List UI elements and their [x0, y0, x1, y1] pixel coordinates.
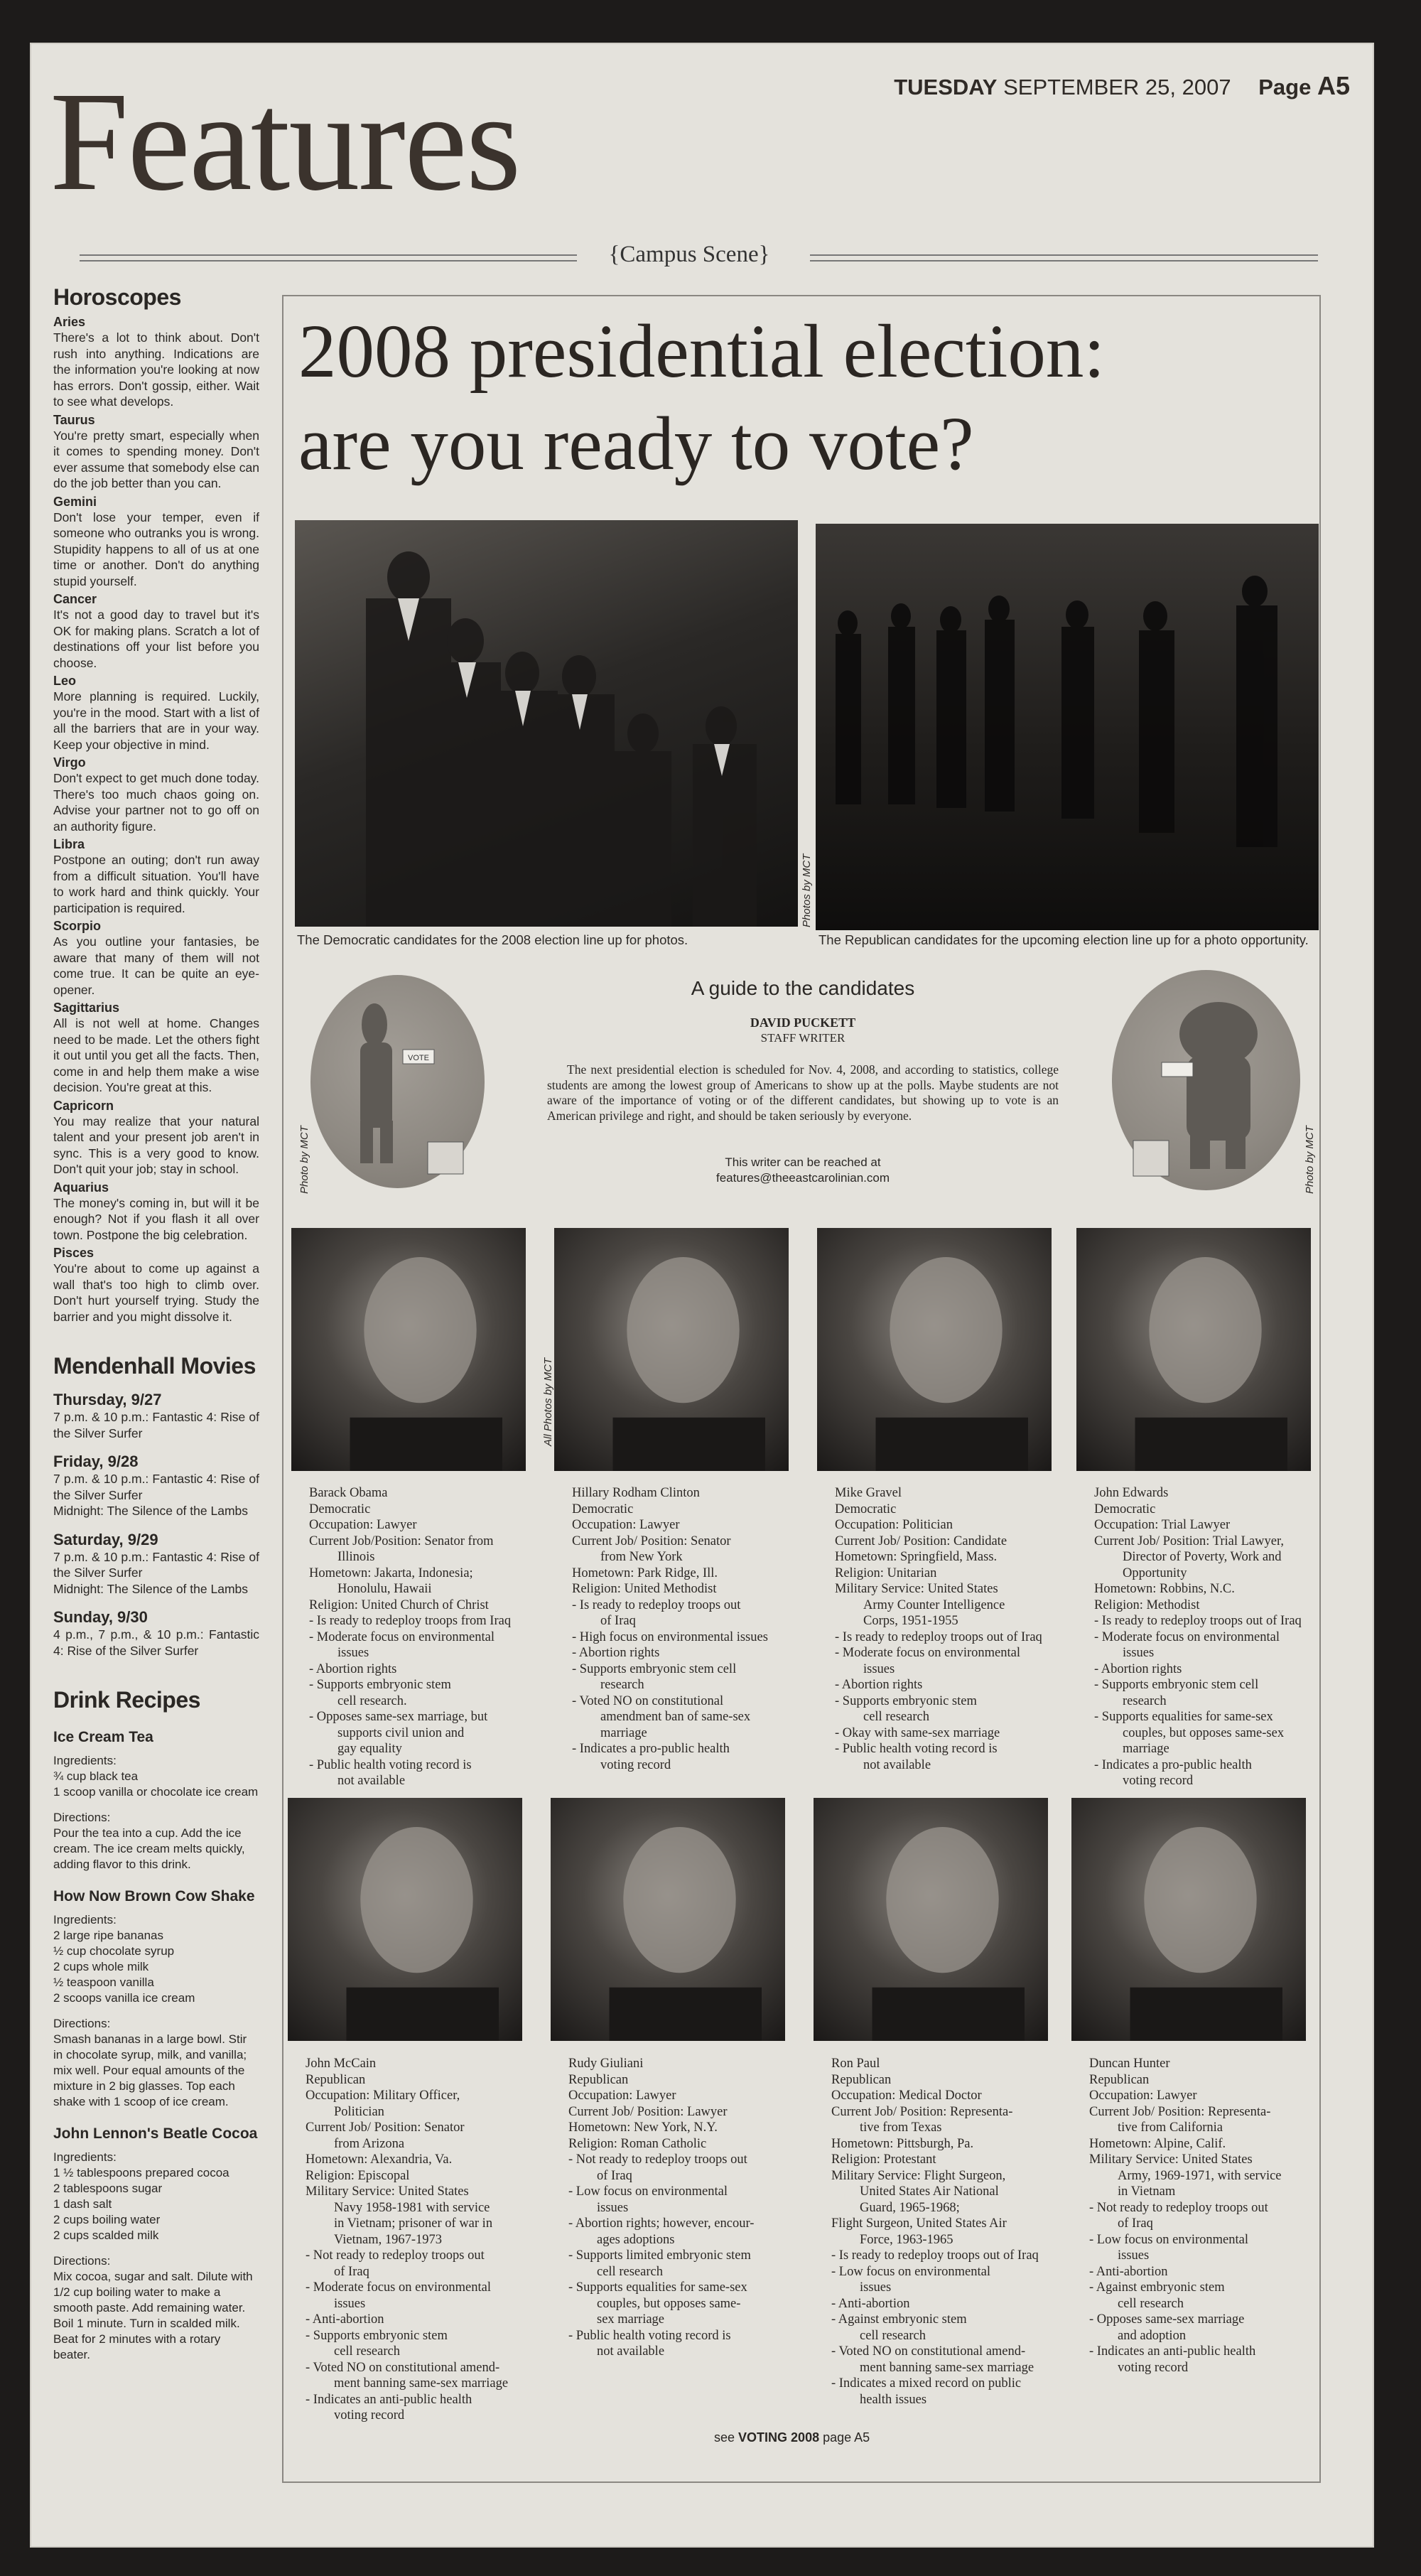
- sidebar: [53, 284, 259, 2363]
- movie-midnight: Midnight: The Silence of the Lambs: [53, 1581, 249, 1596]
- candidate-detail: Occupation: Lawyer: [309, 1518, 417, 1532]
- candidate-detail: United States Air National: [860, 2184, 999, 2199]
- horoscope-sign: Capricorn: [53, 1098, 114, 1113]
- candidate-detail: - Indicates a pro-public health: [572, 1742, 730, 1756]
- contact-line: This writer can be reached at: [725, 1155, 881, 1169]
- rule-right: [810, 254, 1318, 262]
- candidate-detail: - Indicates a mixed record on public: [831, 2376, 1022, 2391]
- candidate-detail: Current Job/ Position: Lawyer: [568, 2104, 728, 2119]
- mascot-credit-right: Photo by MCT: [1304, 1126, 1316, 1194]
- horoscope-text: Postpone an outing; don't run away from a difficult situation. You'll have to work hard and think quickly. Your participation is required.: [53, 853, 259, 915]
- candidate-photo: [1071, 1798, 1306, 2041]
- movie-showtimes: 4 p.m., 7 p.m., & 10 p.m.: Fantastic 4: Rise of the Silver Surfer: [53, 1627, 259, 1658]
- movie-day: Saturday, 9/29: [53, 1530, 158, 1548]
- horoscope-text: There's a lot to think about. Don't rush into anything. Indications are the information you're looking at now has errors. Don't gossip, either. Wait to see what develops.: [53, 330, 259, 409]
- photo-credit-top: Photos by MCT: [801, 853, 813, 927]
- candidate-detail: - Low focus on environmental: [568, 2184, 728, 2199]
- photo-credit-row: All Photos by MCT: [542, 1357, 554, 1446]
- mascot-credit-left: Photo by MCT: [298, 1126, 310, 1194]
- candidate-detail: Hometown: Jakarta, Indonesia;: [309, 1565, 473, 1580]
- candidate-detail: Force, 1963-1965: [860, 2232, 953, 2247]
- candidate-detail: cell research: [860, 2328, 926, 2343]
- candidate-name: Duncan Hunter: [1089, 2057, 1170, 2071]
- candidate-detail: Religion: Methodist: [1094, 1597, 1200, 1612]
- dateline: [894, 71, 1350, 101]
- horoscope-sign: Gemini: [53, 494, 97, 509]
- candidate-detail: - Public health voting record is: [309, 1757, 472, 1772]
- candidate-detail: - Moderate focus on environmental: [306, 2280, 491, 2295]
- candidate-detail: - Indicates an anti-public health: [306, 2392, 472, 2407]
- candidate-detail: Occupation: Lawyer: [572, 1518, 680, 1532]
- candidate-detail: - Is ready to redeploy troops out of Iraq: [835, 1629, 1042, 1644]
- recipe-ingredient: 1 scoop vanilla or chocolate ice cream: [53, 1785, 259, 1799]
- candidate-detail: Occupation: Lawyer: [1089, 2089, 1197, 2103]
- candidate-detail: Religion: Protestant: [831, 2152, 936, 2167]
- candidate-detail: - Anti-abortion: [831, 2296, 910, 2311]
- page-num: A5: [1317, 71, 1350, 100]
- candidate-detail: amendment ban of same-sex: [600, 1710, 751, 1724]
- candidate-detail: gay equality: [337, 1742, 402, 1756]
- candidate-name: Hillary Rodham Clinton: [572, 1486, 700, 1500]
- candidate-detail: Military Service: United States: [1089, 2152, 1253, 2167]
- movies-title: Mendenhall Movies: [53, 1353, 256, 1379]
- candidate-detail: Occupation: Medical Doctor: [831, 2089, 982, 2103]
- candidate-detail: - Moderate focus on environmental: [835, 1646, 1020, 1660]
- spacer: [53, 2006, 259, 2016]
- recipe-ingredient: ½ cup chocolate syrup: [53, 1944, 175, 1958]
- candidate-detail: Navy 1958-1981 with service: [334, 2200, 490, 2215]
- candidate-detail: health issues: [860, 2392, 927, 2407]
- recipe-ingredient: 2 large ripe bananas: [53, 1929, 164, 1942]
- horoscope-text: The money's coming in, but will it be enough? Not if you flash it all over town. Postpone the big celebration.: [53, 1195, 259, 1242]
- candidate-detail: Politician: [334, 2104, 384, 2119]
- candidate-detail: ages adoptions: [597, 2232, 675, 2247]
- candidate-detail: - High focus on environmental issues: [572, 1629, 768, 1644]
- candidate-name: Ron Paul: [831, 2057, 880, 2071]
- rule-left: [80, 254, 577, 262]
- candidate-bio: [1094, 1485, 1307, 1789]
- horoscope-text: You may realize that your natural talent and your present job aren't in sync. This is a very good to know. Don't quit your job; stay in school.: [53, 1114, 259, 1176]
- candidate-detail: cell research: [597, 2264, 663, 2279]
- candidate-detail: - Supports embryonic stem cell: [1094, 1678, 1259, 1692]
- candidate-detail: issues: [334, 2296, 366, 2311]
- section-label: {Campus Scene}: [608, 242, 770, 267]
- horoscope-sign: Libra: [53, 837, 85, 851]
- recipe-ingredient: 2 tablespoons sugar: [53, 2182, 163, 2195]
- recipe-ingredients-label: Ingredients:: [53, 1913, 117, 1926]
- candidate-detail: Occupation: Trial Lawyer: [1094, 1518, 1231, 1532]
- candidate-detail: - Moderate focus on environmental: [309, 1629, 495, 1644]
- candidate-detail: Democratic: [1094, 1502, 1156, 1516]
- recipe-directions-label: Directions:: [53, 2254, 111, 2268]
- headline-line-2: are you ready to vote?: [298, 402, 974, 486]
- movie-showtimes: 7 p.m. & 10 p.m.: Fantastic 4: Rise of the Silver Surfer: [53, 1472, 259, 1502]
- jump-title[interactable]: VOTING 2008: [738, 2430, 820, 2445]
- donkey-icon: [310, 975, 485, 1188]
- candidate-detail: issues: [597, 2200, 629, 2215]
- elephant-mascot-illustration: [1112, 970, 1300, 1190]
- candidate-detail: - Anti-abortion: [306, 2312, 384, 2327]
- horoscope-text: It's not a good day to travel but it's OK for making plans. Scratch a lot of destinations off your list before you choose.: [53, 608, 259, 670]
- candidate-detail: Occupation: Lawyer: [568, 2089, 676, 2103]
- candidate-detail: - Indicates a pro-public health: [1094, 1757, 1252, 1772]
- byline: [590, 1015, 1016, 1046]
- candidate-detail: voting record: [600, 1757, 671, 1772]
- candidate-detail: Hometown: New York, N.Y.: [568, 2120, 718, 2135]
- candidate-detail: Republican: [306, 2072, 366, 2087]
- candidate-photo: [1076, 1228, 1311, 1471]
- candidate-detail: Current Job/ Position: Representa-: [831, 2104, 1013, 2119]
- candidate-detail: couples, but opposes same-: [597, 2296, 741, 2311]
- jump-see: see: [714, 2430, 735, 2445]
- candidate-detail: - Abortion rights: [1094, 1661, 1182, 1676]
- candidate-detail: of Iraq: [597, 2168, 632, 2183]
- page-label: Page: [1258, 75, 1312, 99]
- recipe-ingredient: 1 dash salt: [53, 2197, 112, 2211]
- recipe-ingredients-label: Ingredients:: [53, 2150, 117, 2164]
- candidate-detail: - Abortion rights: [309, 1661, 397, 1676]
- candidate-detail: Democratic: [309, 1502, 371, 1516]
- candidate-bio: [306, 2056, 519, 2424]
- candidate-detail: in Vietnam; prisoner of war in: [334, 2216, 493, 2231]
- candidate-detail: - Supports equalities for same-sex: [568, 2280, 747, 2295]
- candidate-detail: Honolulu, Hawaii: [337, 1582, 432, 1596]
- candidate-detail: Hometown: Pittsburgh, Pa.: [831, 2136, 974, 2151]
- candidate-detail: - Is ready to redeploy troops out of Iraq: [831, 2248, 1039, 2263]
- dateline-day: TUESDAY: [894, 75, 998, 99]
- horoscope-sign: Sagittarius: [53, 1001, 120, 1015]
- recipe-directions-label: Directions:: [53, 1811, 111, 1824]
- candidate-detail: - Is ready to redeploy troops out: [572, 1597, 741, 1612]
- candidate-detail: - Low focus on environmental: [831, 2264, 990, 2279]
- candidate-detail: issues: [337, 1646, 369, 1660]
- candidate-detail: - Not ready to redeploy troops out: [568, 2152, 747, 2167]
- horoscope-sign: Taurus: [53, 412, 95, 427]
- candidate-bio: [568, 2056, 782, 2360]
- candidate-detail: Army, 1969-1971, with service: [1118, 2168, 1282, 2183]
- candidate-detail: not available: [597, 2344, 665, 2359]
- candidate-photo: [814, 1798, 1048, 2041]
- candidate-detail: Occupation: Politician: [835, 1518, 953, 1532]
- jump-line: [714, 2430, 870, 2445]
- section-masthead: Features: [50, 63, 520, 220]
- horoscope-sign: Cancer: [53, 592, 97, 606]
- candidate-detail: not available: [337, 1774, 406, 1788]
- headline-line-1: 2008 presidential election:: [298, 310, 1106, 394]
- horoscope-text: You're pretty smart, especially when it comes to spending money. Don't ever assume that somebody else can do the job better than you can.: [53, 428, 259, 490]
- recipe-ingredient: ¾ cup black tea: [53, 1769, 139, 1783]
- candidate-detail: cell research: [863, 1710, 929, 1724]
- candidate-bio: [309, 1485, 522, 1789]
- candidate-name: Barack Obama: [309, 1486, 388, 1500]
- candidate-detail: issues: [1118, 2248, 1150, 2263]
- candidate-detail: Military Service: Flight Surgeon,: [831, 2168, 1006, 2183]
- caption-democrats: The Democratic candidates for the 2008 election line up for photos.: [297, 932, 688, 947]
- candidate-detail: - Is ready to redeploy troops out of Iraq: [1094, 1614, 1302, 1628]
- recipe-name: Ice Cream Tea: [53, 1729, 153, 1745]
- candidate-detail: marriage: [600, 1725, 647, 1740]
- candidate-detail: - Public health voting record is: [568, 2328, 731, 2343]
- candidate-detail: Illinois: [337, 1550, 375, 1564]
- candidate-detail: of Iraq: [334, 2264, 369, 2279]
- candidate-detail: cell research.: [337, 1693, 407, 1708]
- candidate-detail: Religion: United Methodist: [572, 1582, 717, 1596]
- recipe-ingredient: 2 cups boiling water: [53, 2213, 161, 2226]
- candidate-detail: couples, but opposes same-sex: [1123, 1725, 1285, 1740]
- recipe-ingredient: 2 scoops vanilla ice cream: [53, 1991, 195, 2005]
- caption-republicans: The Republican candidates for the upcoming election line up for a photo opportunity.: [818, 932, 1309, 947]
- movie-showtimes: 7 p.m. & 10 p.m.: Fantastic 4: Rise of the Silver Surfer: [53, 1410, 259, 1440]
- candidate-detail: Republican: [831, 2072, 892, 2087]
- candidate-detail: - Abortion rights: [835, 1678, 923, 1692]
- horoscope-text: More planning is required. Luckily, you're in the mood. Start with a list of all the barriers that are in your way. Keep your objective in mind.: [53, 689, 259, 752]
- candidate-detail: and adoption: [1118, 2328, 1187, 2343]
- candidate-detail: Occupation: Military Officer,: [306, 2089, 460, 2103]
- recipe-ingredient: 1 ½ tablespoons prepared cocoa: [53, 2166, 229, 2179]
- candidate-detail: Army Counter Intelligence: [863, 1597, 1005, 1612]
- candidate-detail: - Supports embryonic stem: [309, 1678, 451, 1692]
- candidate-photo: [551, 1798, 785, 2041]
- candidate-detail: Democratic: [835, 1502, 897, 1516]
- candidate-detail: Hometown: Robbins, N.C.: [1094, 1582, 1235, 1596]
- candidate-name: John McCain: [306, 2057, 377, 2071]
- candidate-detail: Religion: Episcopal: [306, 2168, 410, 2183]
- candidate-photo: [288, 1798, 522, 2041]
- horoscope-sign: Aquarius: [53, 1180, 109, 1195]
- horoscope-sign: Virgo: [53, 755, 86, 770]
- candidate-detail: - Is ready to redeploy troops from Iraq: [309, 1614, 512, 1628]
- horoscope-text: Don't expect to get much done today. There's too much chaos going on. Advise your partner not to go off on an authority figure.: [53, 771, 259, 834]
- movie-midnight: Midnight: The Silence of the Lambs: [53, 1504, 249, 1518]
- candidate-detail: Hometown: Alpine, Calif.: [1089, 2136, 1226, 2151]
- recipe-ingredients-label: Ingredients:: [53, 1754, 117, 1767]
- candidate-detail: from New York: [600, 1550, 683, 1564]
- jump-page: page A5: [823, 2430, 870, 2445]
- horoscope-sign: Aries: [53, 315, 86, 329]
- candidate-detail: Flight Surgeon, United States Air: [831, 2216, 1007, 2231]
- republican-group-photo: [816, 524, 1319, 930]
- candidate-detail: issues: [860, 2280, 892, 2295]
- candidate-detail: Hometown: Springfield, Mass.: [835, 1550, 998, 1564]
- horoscope-list: [53, 315, 259, 1325]
- candidate-detail: - Low focus on environmental: [1089, 2232, 1248, 2247]
- republicans-silhouettes: [816, 524, 1319, 930]
- recipe-ingredient: 2 cups whole milk: [53, 1960, 149, 1973]
- candidate-detail: Current Job/ Position: Senator: [306, 2120, 465, 2135]
- writer-contact: [590, 1155, 1016, 1186]
- candidate-detail: research: [600, 1678, 644, 1692]
- elephant-icon: [1112, 970, 1300, 1190]
- candidate-detail: - Supports limited embryonic stem: [568, 2248, 751, 2263]
- candidate-detail: Religion: Unitarian: [835, 1565, 937, 1580]
- candidate-photo: [817, 1228, 1052, 1471]
- horoscope-text: All is not well at home. Changes need to be made. Let the others fight it out until you get all the facts. Then, come in and help them make a wise decision. You're great at this.: [53, 1016, 259, 1094]
- candidate-detail: of Iraq: [600, 1614, 636, 1628]
- recipe-directions: Pour the tea into a cup. Add the ice cream. The ice cream melts quickly, adding flavor to this drink.: [53, 1826, 245, 1871]
- candidate-detail: not available: [863, 1757, 931, 1772]
- spacer: [53, 1800, 259, 1810]
- candidate-photo: [554, 1228, 789, 1471]
- candidate-detail: issues: [863, 1661, 895, 1676]
- candidate-bio: [1089, 2056, 1302, 2376]
- candidate-bio: [572, 1485, 785, 1773]
- candidate-detail: - Abortion rights; however, encour-: [568, 2216, 755, 2231]
- candidate-detail: - Opposes same-sex marriage: [1089, 2312, 1245, 2327]
- horoscope-sign: Pisces: [53, 1246, 94, 1260]
- dateline-date: SEPTEMBER 25, 2007: [1003, 75, 1231, 99]
- movie-list: [53, 1391, 259, 1659]
- candidate-detail: issues: [1123, 1646, 1155, 1660]
- candidate-name: John Edwards: [1094, 1486, 1169, 1500]
- recipe-name: How Now Brown Cow Shake: [53, 1888, 255, 1904]
- candidate-detail: Democratic: [572, 1502, 634, 1516]
- recipe-list: [53, 1729, 259, 2363]
- candidate-detail: in Vietnam: [1118, 2184, 1176, 2199]
- candidate-detail: ment banning same-sex marriage: [334, 2376, 509, 2391]
- recipe-ingredient: 2 cups scalded milk: [53, 2229, 159, 2242]
- candidate-detail: - Public health voting record is: [835, 1742, 998, 1756]
- intro-paragraph: The next presidential election is scheduled for Nov. 4, 2008, and according to statistics, college students are among the lowest group of Americans to show up at the polls. Maybe students are not aware of the importance of voting or of the different candidates, but showing up to vote is an American privilege and right, and should be taken seriously by everyone.: [547, 1062, 1059, 1123]
- contact-email: features@theeastcarolinian.com: [715, 1171, 890, 1185]
- horoscope-text: You're about to come up against a wall that's too high to climb over. Don't hurt yourself trying. Study the barrier and you might dissolve it.: [53, 1261, 259, 1324]
- candidate-detail: - Moderate focus on environmental: [1094, 1629, 1280, 1644]
- page-number: [1258, 71, 1350, 100]
- candidate-detail: tive from California: [1118, 2120, 1223, 2135]
- recipe-ingredient: ½ teaspoon vanilla: [53, 1976, 154, 1989]
- candidate-bio: [831, 2056, 1044, 2408]
- candidate-detail: voting record: [334, 2408, 405, 2423]
- candidate-detail: Republican: [568, 2072, 629, 2087]
- candidate-detail: - Against embryonic stem: [831, 2312, 967, 2327]
- candidate-detail: - Supports embryonic stem: [835, 1693, 977, 1708]
- candidate-detail: - Supports embryonic stem cell: [572, 1661, 737, 1676]
- candidate-detail: voting record: [1123, 1774, 1194, 1788]
- donkey-vote-sign: VOTE: [408, 1054, 429, 1062]
- candidate-detail: Religion: Roman Catholic: [568, 2136, 707, 2151]
- candidate-detail: Hometown: Alexandria, Va.: [306, 2152, 453, 2167]
- candidate-detail: Opportunity: [1123, 1565, 1187, 1580]
- author-name: DAVID PUCKETT: [750, 1015, 856, 1030]
- donkey-mascot-illustration: [310, 975, 485, 1188]
- candidate-detail: - Supports equalities for same-sex: [1094, 1710, 1273, 1724]
- candidate-detail: from Arizona: [334, 2136, 405, 2151]
- candidate-detail: voting record: [1118, 2360, 1189, 2375]
- horoscope-sign: Scorpio: [53, 919, 102, 933]
- recipe-directions-label: Directions:: [53, 2017, 111, 2030]
- recipe-directions: Smash bananas in a large bowl. Stir in chocolate syrup, milk, and vanilla; mix well. Pour equal amounts of the mixture in 2 big glasses. Top each shake with 1 scoop of ice cream.: [53, 2032, 247, 2108]
- candidate-detail: Current Job/ Position: Candidate: [835, 1534, 1007, 1548]
- movie-showtimes: 7 p.m. & 10 p.m.: Fantastic 4: Rise of the Silver Surfer: [53, 1549, 259, 1580]
- horoscope-text: As you outline your fantasies, be aware that many of them will not come true. It can be quite an eye-opener.: [53, 934, 259, 997]
- candidate-detail: Director of Poverty, Work and: [1123, 1550, 1282, 1564]
- headline: [298, 306, 1314, 490]
- movie-day: Friday, 9/28: [53, 1453, 139, 1470]
- recipe-name: John Lennon's Beatle Cocoa: [53, 2125, 258, 2142]
- recipes-title: Drink Recipes: [53, 1687, 200, 1713]
- candidate-detail: Vietnam, 1967-1973: [334, 2232, 443, 2247]
- guide-title: A guide to the candidates: [691, 977, 915, 999]
- candidate-detail: Military Service: United States: [835, 1582, 998, 1596]
- recipe-directions: Mix cocoa, sugar and salt. Dilute with 1/2 cup boiling water to make a smooth paste. Add remaining water. Boil 1 minute. Turn in scalded milk. Beat for 2 minutes with a rotary beater.: [53, 2270, 253, 2361]
- candidate-detail: of Iraq: [1118, 2216, 1153, 2231]
- candidate-detail: sex marriage: [597, 2312, 665, 2327]
- candidate-name: Mike Gravel: [835, 1486, 902, 1500]
- candidate-photo: [291, 1228, 526, 1471]
- candidate-detail: Republican: [1089, 2072, 1150, 2087]
- horoscope-sign: Leo: [53, 674, 77, 688]
- candidate-detail: - Not ready to redeploy troops out: [1089, 2200, 1268, 2215]
- horoscopes-title: Horoscopes: [53, 284, 181, 310]
- candidate-detail: Current Job/ Position: Senator: [572, 1534, 731, 1548]
- candidate-detail: supports civil union and: [337, 1725, 465, 1740]
- candidate-detail: Guard, 1965-1968;: [860, 2200, 960, 2215]
- candidate-detail: - Against embryonic stem: [1089, 2280, 1225, 2295]
- candidate-detail: tive from Texas: [860, 2120, 942, 2135]
- candidate-detail: - Indicates an anti-public health: [1089, 2344, 1256, 2359]
- candidate-detail: - Supports embryonic stem: [306, 2328, 448, 2343]
- author-role: STAFF WRITER: [760, 1031, 845, 1045]
- candidate-detail: - Anti-abortion: [1089, 2264, 1168, 2279]
- candidate-name: Rudy Giuliani: [568, 2057, 644, 2071]
- candidate-detail: marriage: [1123, 1742, 1169, 1756]
- candidate-detail: - Abortion rights: [572, 1646, 660, 1660]
- candidate-bio: [835, 1485, 1048, 1773]
- spacer: [53, 2243, 259, 2253]
- movie-day: Sunday, 9/30: [53, 1608, 148, 1626]
- candidate-detail: - Voted NO on constitutional: [572, 1693, 724, 1708]
- candidate-detail: research: [1123, 1693, 1167, 1708]
- horoscope-text: Don't lose your temper, even if someone who outranks you is wrong. Stupidity happens to all of us at one time or another. Don't do anything stupid yourself.: [53, 510, 259, 588]
- candidate-detail: Religion: United Church of Christ: [309, 1597, 489, 1612]
- candidate-detail: Hometown: Park Ridge, Ill.: [572, 1565, 718, 1580]
- movie-day: Thursday, 9/27: [53, 1391, 162, 1408]
- candidate-detail: - Okay with same-sex marriage: [835, 1725, 1000, 1740]
- candidate-detail: - Voted NO on constitutional amend-: [306, 2360, 500, 2375]
- candidate-detail: - Voted NO on constitutional amend-: [831, 2344, 1026, 2359]
- candidate-detail: Current Job/Position: Senator from: [309, 1534, 494, 1548]
- candidate-detail: - Not ready to redeploy troops out: [306, 2248, 485, 2263]
- candidate-detail: Corps, 1951-1955: [863, 1614, 958, 1628]
- candidate-detail: Military Service: United States: [306, 2184, 469, 2199]
- candidate-detail: - Opposes same-sex marriage, but: [309, 1710, 488, 1724]
- candidate-detail: cell research: [1118, 2296, 1184, 2311]
- candidate-detail: Current Job/ Position: Trial Lawyer,: [1094, 1534, 1284, 1548]
- candidate-detail: cell research: [334, 2344, 400, 2359]
- democrats-silhouettes: [295, 520, 798, 927]
- candidate-detail: ment banning same-sex marriage: [860, 2360, 1034, 2375]
- candidate-detail: Current Job/ Position: Representa-: [1089, 2104, 1271, 2119]
- democratic-group-photo: [295, 520, 798, 927]
